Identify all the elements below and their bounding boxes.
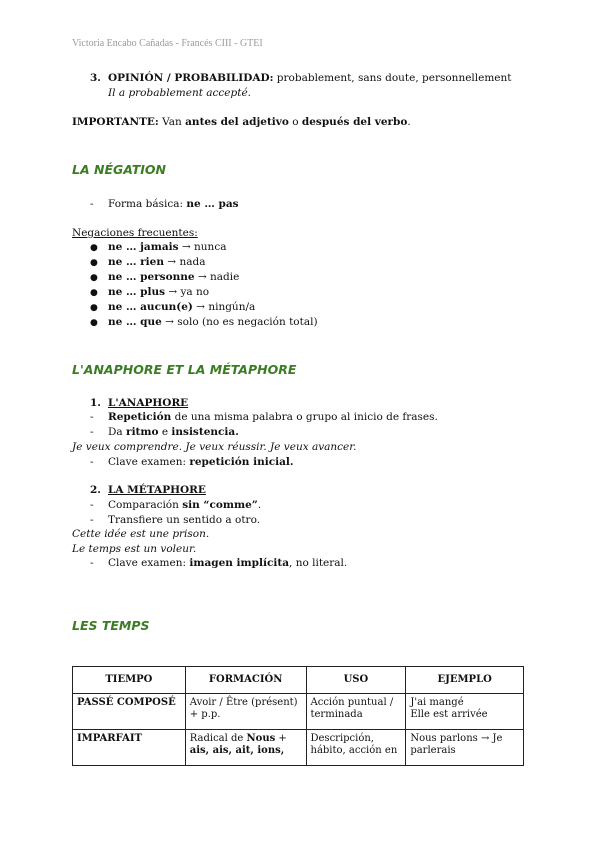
key-bold: imagen implícita xyxy=(189,557,290,569)
cell-line: Nous parlons → Je xyxy=(410,733,503,744)
negation-list-item xyxy=(90,241,226,253)
importante-bold-1: antes del adjetivo xyxy=(185,116,289,128)
metaphore-line-1 xyxy=(90,499,261,511)
metaphore-bold: sin “comme” xyxy=(182,499,258,511)
cell-line: Avoir / Être (présent) xyxy=(189,697,298,708)
negation-list-item xyxy=(90,316,318,328)
importante-mid: o xyxy=(288,116,302,128)
anaphore-line-1 xyxy=(90,411,438,423)
cell-line: Elle est arrivée xyxy=(410,709,488,720)
key-label: Clave examen: xyxy=(108,557,190,569)
example-cell xyxy=(406,730,524,766)
anaphore-bold: Repetición xyxy=(108,411,172,423)
anaphore-heading xyxy=(90,397,188,409)
bullet-icon: ● xyxy=(90,303,98,313)
table-row xyxy=(73,694,524,730)
cell-line: Acción puntual / xyxy=(310,697,394,708)
anaphore-example: Je veux comprendre. Je veux réussir. Je veux avancer. xyxy=(72,441,357,453)
formation-cell xyxy=(185,730,306,766)
bullet-icon: ● xyxy=(90,273,98,283)
basic-text: Forma básica: xyxy=(108,198,187,210)
item-3-example: Il a probablement accepté. xyxy=(108,87,251,99)
arrow: → xyxy=(192,301,209,313)
formation-cell xyxy=(185,694,306,730)
bullet-icon: ● xyxy=(90,243,98,253)
metaphore-heading xyxy=(90,484,206,496)
key-end: , no literal. xyxy=(289,557,348,569)
importante-end: . xyxy=(407,116,411,128)
negation-form: ne … plus xyxy=(108,286,166,298)
item-label: OPINIÓN / PROBABILIDAD: xyxy=(108,72,274,84)
anaphore-text: Da xyxy=(108,426,127,438)
dash-marker: - xyxy=(90,514,94,526)
usage-cell xyxy=(306,694,406,730)
frequent-label: Negaciones frecuentes: xyxy=(72,227,198,239)
cell-line: terminada xyxy=(310,709,363,720)
cell-line: Descripción, xyxy=(310,733,374,744)
dash-marker: - xyxy=(90,499,94,511)
section-title-temps: LES TEMPS xyxy=(72,618,150,633)
bullet-icon: ● xyxy=(90,258,98,268)
anaphore-bold: insistencia. xyxy=(171,426,239,438)
item-3-line xyxy=(90,72,512,84)
example-cell xyxy=(406,694,524,730)
metaphore-title: LA MÉTAPHORE xyxy=(108,484,206,496)
dash-marker: - xyxy=(90,426,94,438)
importante-note xyxy=(72,116,411,128)
section-title-figures: L'ANAPHORE ET LA MÉTAPHORE xyxy=(72,362,297,377)
meaning: nunca xyxy=(194,241,227,253)
anaphore-title: L'ANAPHORE xyxy=(108,397,189,409)
tense-cell: IMPARFAIT xyxy=(73,730,186,766)
importante-text: Van xyxy=(158,116,186,128)
negation-form: ne … personne xyxy=(108,271,195,283)
basic-bold: ne … pas xyxy=(186,198,239,210)
metaphore-line-2 xyxy=(90,514,260,526)
tenses-table xyxy=(72,666,524,766)
cell-bold: Nous xyxy=(246,733,276,744)
negation-list-item xyxy=(90,286,209,298)
tense-cell: PASSÉ COMPOSÉ xyxy=(73,694,186,730)
negation-form: ne … rien xyxy=(108,256,164,268)
metaphore-key xyxy=(90,557,347,569)
column-header: EJEMPLO xyxy=(406,667,524,694)
meaning: solo (no es negación total) xyxy=(177,316,318,328)
bullet-icon: ● xyxy=(90,318,98,328)
usage-cell xyxy=(306,730,406,766)
meaning: ningún/a xyxy=(208,301,256,313)
cell-line: + xyxy=(275,733,287,744)
anaphore-line-2 xyxy=(90,426,239,438)
cell-line: hábito, acción en xyxy=(310,745,398,756)
anaphore-number: 1. xyxy=(90,397,101,409)
cell-bold: ais, ais, ait, ions, xyxy=(189,745,285,756)
section-title-negation: LA NÉGATION xyxy=(72,162,166,177)
metaphore-example-1: Cette idée est une prison. xyxy=(72,528,210,540)
cell-line: + p.p. xyxy=(189,709,221,720)
negation-list-item xyxy=(90,301,255,313)
negation-form: ne … aucun(e) xyxy=(108,301,193,313)
cell-line: J'ai mangé xyxy=(410,697,464,708)
anaphore-text: de una misma palabra o grupo al inicio de frases. xyxy=(171,411,438,423)
item-text: probablement, sans doute, personnellement xyxy=(273,72,512,84)
page-header: Victoria Encabo Cañadas - Francés CIII - GTEI xyxy=(72,38,263,49)
key-label: Clave examen: xyxy=(108,456,190,468)
dash-marker: - xyxy=(90,456,94,468)
meaning: nada xyxy=(179,256,206,268)
item-number: 3. xyxy=(90,72,101,84)
column-header: FORMACIÓN xyxy=(185,667,306,694)
metaphore-text: Transfiere un sentido a otro. xyxy=(108,514,261,526)
anaphore-text: e xyxy=(158,426,172,438)
negation-form: ne … jamais xyxy=(108,241,179,253)
metaphore-number: 2. xyxy=(90,484,101,496)
cell-line: Radical de xyxy=(189,733,247,744)
negation-list-item xyxy=(90,271,239,283)
cell-line: parlerais xyxy=(410,745,456,756)
anaphore-key xyxy=(90,456,294,468)
dash-marker: - xyxy=(90,557,94,569)
negation-form: ne … que xyxy=(108,316,162,328)
importante-label: IMPORTANTE: xyxy=(72,116,159,128)
meaning: nadie xyxy=(210,271,240,283)
metaphore-end: . xyxy=(257,499,262,511)
table-row xyxy=(73,730,524,766)
arrow: → xyxy=(161,316,178,328)
dash-marker: - xyxy=(90,198,94,210)
arrow: → xyxy=(194,271,211,283)
key-bold: repetición inicial. xyxy=(189,456,294,468)
column-header: TIEMPO xyxy=(73,667,186,694)
column-header: USO xyxy=(306,667,406,694)
table-header-row xyxy=(73,667,524,694)
bullet-icon: ● xyxy=(90,288,98,298)
arrow: → xyxy=(163,256,180,268)
arrow: → xyxy=(178,241,195,253)
negation-basic xyxy=(90,198,239,210)
importante-bold-2: después del verbo xyxy=(301,116,408,128)
metaphore-example-2: Le temps est un voleur. xyxy=(72,543,197,555)
dash-marker: - xyxy=(90,411,94,423)
anaphore-bold: ritmo xyxy=(126,426,159,438)
meaning: ya no xyxy=(180,286,210,298)
negation-list-item xyxy=(90,256,205,268)
metaphore-text: Comparación xyxy=(108,499,183,511)
arrow: → xyxy=(165,286,181,298)
